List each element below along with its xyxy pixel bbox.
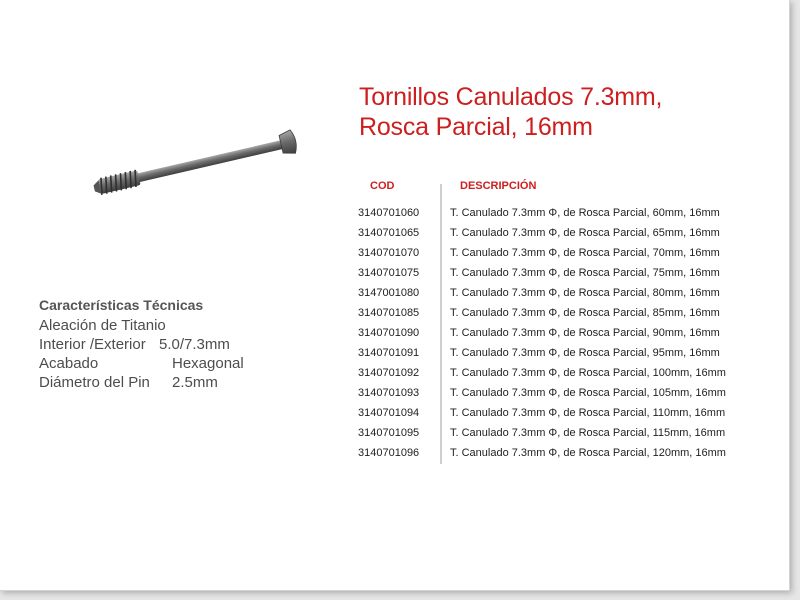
table-row — [358, 223, 726, 243]
product-description: T. Canulado 7.3mm Φ, de Rosca Parcial, 70mm, 16mm — [450, 247, 720, 259]
product-code: 3140701092 — [358, 367, 420, 379]
table-row — [358, 243, 726, 263]
specs-heading: Características Técnicas — [39, 297, 204, 313]
product-description: T. Canulado 7.3mm Φ, de Rosca Parcial, 105mm, 16mm — [450, 387, 726, 399]
table-row — [358, 323, 726, 343]
spec-value: Hexagonal — [172, 355, 244, 372]
product-code: 3140701093 — [358, 387, 420, 399]
spec-label: Acabado — [39, 355, 99, 372]
column-header-cod: COD — [370, 180, 395, 192]
product-description: T. Canulado 7.3mm Φ, de Rosca Parcial, 85mm, 16mm — [450, 307, 720, 319]
table-row — [358, 283, 726, 303]
product-description: T. Canulado 7.3mm Φ, de Rosca Parcial, 100mm, 16mm — [450, 367, 726, 379]
product-code: 3140701090 — [358, 327, 420, 339]
product-description: T. Canulado 7.3mm Φ, de Rosca Parcial, 75mm, 16mm — [450, 267, 720, 279]
product-description: T. Canulado 7.3mm Φ, de Rosca Parcial, 110mm, 16mm — [450, 407, 726, 419]
spec-label: Diámetro del Pin — [39, 374, 150, 391]
product-code: 3140701085 — [358, 307, 420, 319]
product-table — [358, 203, 726, 463]
product-code: 3140701094 — [358, 407, 420, 419]
product-description: T. Canulado 7.3mm Φ, de Rosca Parcial, 90mm, 16mm — [450, 327, 720, 339]
table-row — [358, 263, 726, 283]
spec-value: 2.5mm — [172, 374, 218, 391]
product-code: 3140701095 — [358, 427, 420, 439]
technical-specs — [39, 296, 244, 392]
cannulated-screw-icon — [76, 122, 316, 212]
product-description: T. Canulado 7.3mm Φ, de Rosca Parcial, 95mm, 16mm — [450, 347, 720, 359]
product-description: T. Canulado 7.3mm Φ, de Rosca Parcial, 120mm, 16mm — [450, 447, 726, 459]
spec-row — [39, 354, 244, 373]
product-title — [359, 82, 662, 142]
table-row — [358, 383, 726, 403]
spec-row — [39, 335, 244, 354]
table-row — [358, 203, 726, 223]
table-row — [358, 343, 726, 363]
table-row — [358, 443, 726, 463]
product-description: T. Canulado 7.3mm Φ, de Rosca Parcial, 60mm, 16mm — [450, 207, 720, 219]
product-title-line-1: Tornillos Canulados 7.3mm, — [359, 83, 663, 111]
product-code: 3140701060 — [358, 207, 420, 219]
table-row — [358, 303, 726, 323]
spec-row — [39, 373, 244, 392]
column-header-description: DESCRIPCIÓN — [460, 180, 537, 192]
product-description: T. Canulado 7.3mm Φ, de Rosca Parcial, 80mm, 16mm — [450, 287, 720, 299]
product-code: 3140701091 — [358, 347, 420, 359]
product-code: 3140701075 — [358, 267, 420, 279]
spec-value: 5.0/7.3mm — [159, 336, 230, 353]
spec-label: Interior /Exterior — [39, 336, 146, 353]
product-code: 3140701096 — [358, 447, 420, 459]
table-row — [358, 363, 726, 383]
product-title-line-2: Rosca Parcial, 16mm — [359, 113, 593, 141]
spec-material: Aleación de Titanio — [39, 317, 166, 334]
product-code: 3140701070 — [358, 247, 420, 259]
table-row — [358, 403, 726, 423]
product-description: T. Canulado 7.3mm Φ, de Rosca Parcial, 65mm, 16mm — [450, 227, 720, 239]
product-code: 3147001080 — [358, 287, 420, 299]
product-code: 3140701065 — [358, 227, 420, 239]
table-row — [358, 423, 726, 443]
product-description: T. Canulado 7.3mm Φ, de Rosca Parcial, 115mm, 16mm — [450, 427, 726, 439]
